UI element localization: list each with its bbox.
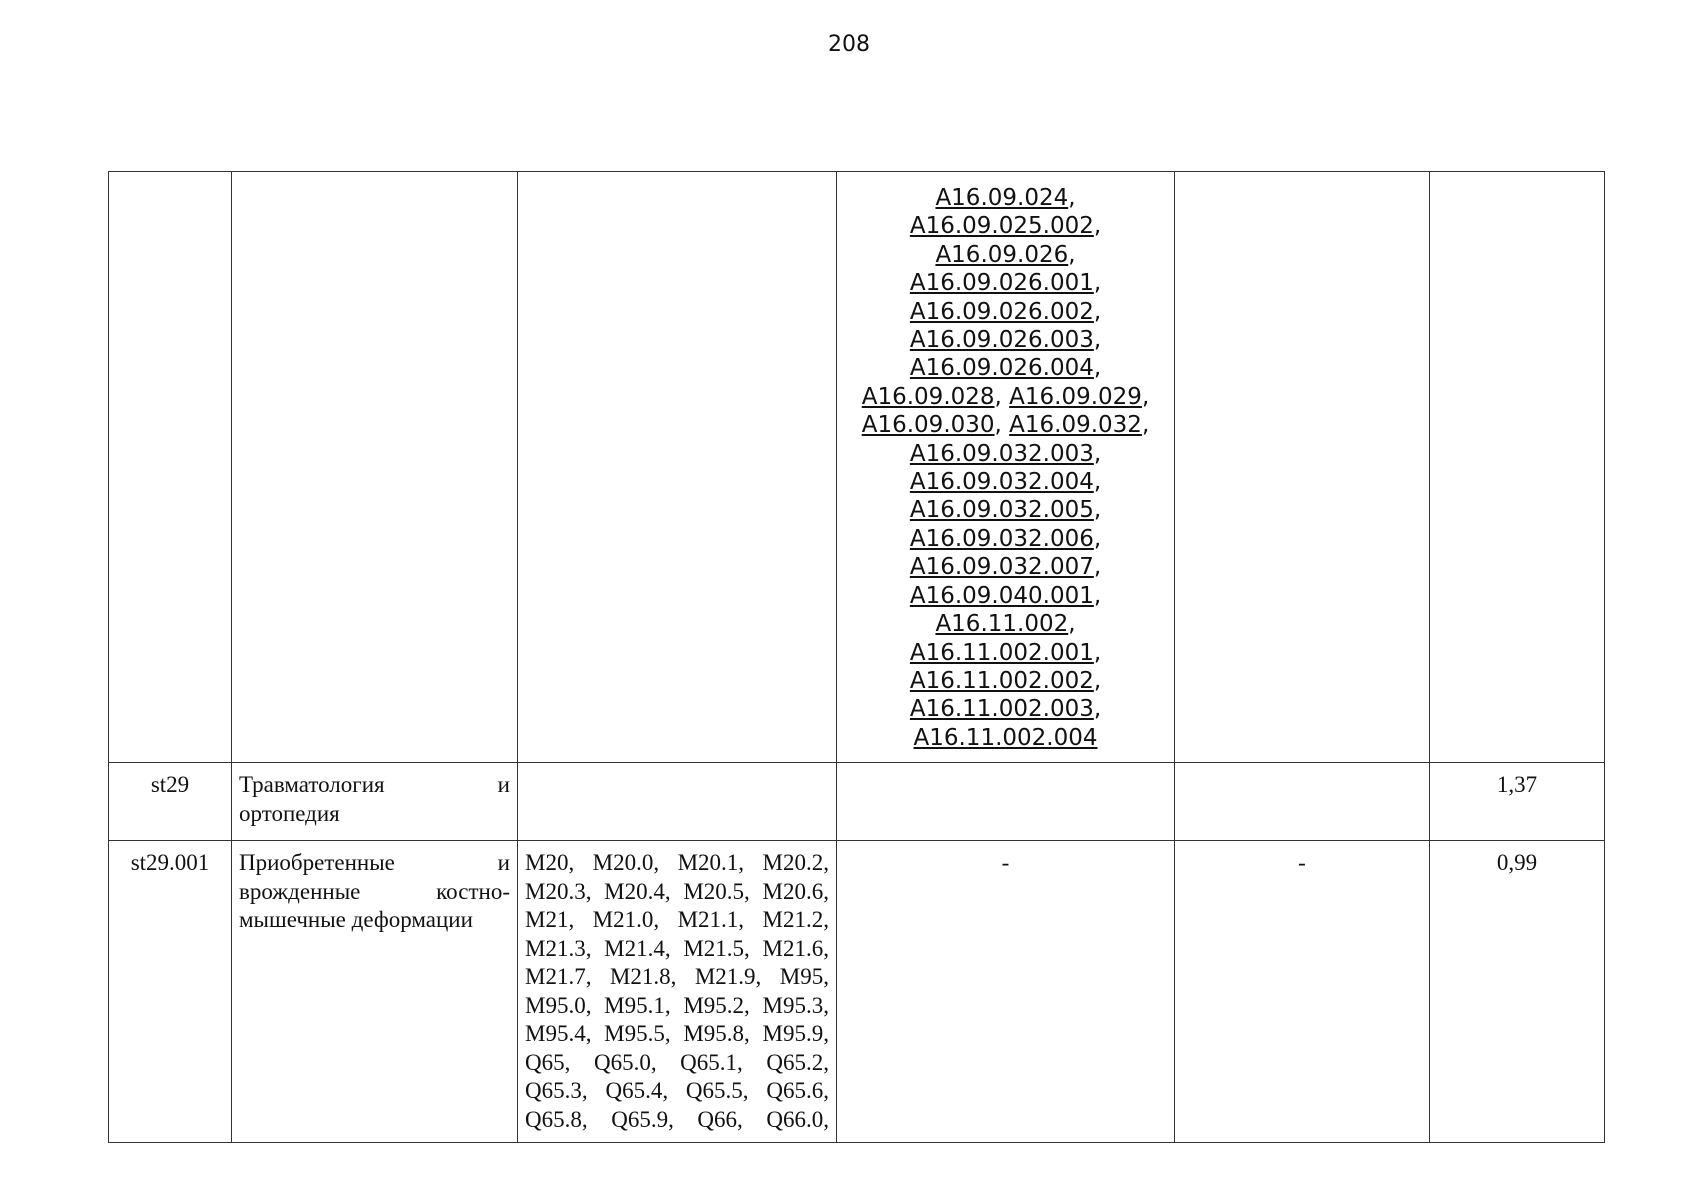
service-code-line [837, 440, 1174, 468]
service-code-line [837, 610, 1174, 638]
code-separator: , [1093, 582, 1102, 609]
cell-icd-codes [518, 841, 837, 1143]
service-code-line [837, 724, 1174, 752]
code-separator: , [1093, 469, 1102, 496]
service-code-link[interactable]: A16.11.002 [935, 611, 1069, 638]
cell-service-codes [837, 172, 1175, 763]
service-code-line [837, 667, 1174, 695]
service-code-line [837, 468, 1174, 496]
cell-code [109, 841, 232, 1143]
icd-line: M95.0, M95.1, M95.2, M95.3, [525, 992, 829, 1018]
cell-coefficient [1430, 763, 1605, 841]
service-code-link[interactable]: A16.09.026.004 [909, 355, 1094, 382]
group-name-line: Приобретенные и [239, 850, 510, 875]
icd-line: M21, M21.0, M21.1, M21.2, [525, 907, 829, 932]
service-code-link[interactable]: A16.09.032.007 [909, 554, 1094, 581]
tariff-table [108, 171, 1605, 1143]
group-name-line: мышечные деформации [239, 907, 473, 932]
service-code-line [837, 212, 1174, 240]
table-row [109, 763, 1605, 841]
code-separator: , [1093, 497, 1102, 524]
service-code-link[interactable]: A16.11.002.001 [909, 639, 1094, 666]
code-separator: , [1093, 298, 1102, 325]
service-code-link[interactable]: A16.09.032 [1009, 412, 1142, 439]
service-code-line [837, 411, 1174, 439]
code-separator: , [1141, 383, 1150, 410]
cell-name [232, 172, 518, 763]
cell-name [232, 841, 518, 1143]
service-code-link[interactable]: A16.09.026.001 [909, 270, 1094, 297]
extra-criteria-value: - [1298, 850, 1306, 875]
group-name-line: ортопедия [239, 800, 340, 826]
service-code-line [837, 298, 1174, 326]
code-separator: , [1093, 525, 1102, 552]
code-separator: , [1093, 213, 1102, 240]
cell-service-codes [837, 763, 1175, 841]
code-separator: , [1068, 185, 1076, 211]
service-code-line [837, 553, 1174, 581]
service-code-link[interactable]: A16.11.002.002 [909, 667, 1094, 694]
group-name [232, 841, 517, 935]
cell-code [109, 172, 232, 763]
code-separator: , [1093, 639, 1102, 666]
icd-line: Q65, Q65.0, Q65.1, Q65.2, [525, 1049, 829, 1075]
table-row [109, 172, 1605, 763]
code-separator: , [1141, 412, 1150, 439]
group-code: st29.001 [130, 850, 210, 875]
service-code-link[interactable]: A16.09.026 [935, 241, 1069, 268]
service-code-line [837, 695, 1174, 723]
service-code-line [837, 582, 1174, 610]
group-name-line: врожденные костно- [239, 878, 510, 904]
coefficient-value: 0,99 [1496, 850, 1538, 875]
group-name [232, 763, 517, 828]
service-codes-value: - [1001, 850, 1010, 875]
cell-coefficient [1430, 841, 1605, 1143]
service-code-line [837, 496, 1174, 524]
cell-service-codes [837, 841, 1175, 1143]
service-code-link[interactable]: A16.09.030 [861, 412, 995, 439]
service-code-line [837, 184, 1174, 212]
page-number: 208 [828, 32, 870, 57]
service-code-line [837, 241, 1174, 269]
cell-extra-criteria [1175, 172, 1430, 763]
service-code-line [837, 354, 1174, 382]
service-code-link[interactable]: A16.09.040.001 [909, 582, 1094, 609]
icd-line: M21.7, M21.8, M21.9, M95, [525, 964, 829, 989]
service-code-link[interactable]: A16.09.032.005 [909, 497, 1094, 524]
cell-icd-codes [518, 763, 837, 841]
service-code-list [837, 172, 1174, 752]
cell-code [109, 763, 232, 841]
service-code-line [837, 383, 1174, 411]
icd-line: M20, M20.0, M20.1, M20.2, [525, 850, 829, 875]
service-code-link[interactable]: A16.09.029 [1009, 383, 1142, 410]
service-code-link[interactable]: A16.09.025.002 [909, 213, 1094, 240]
service-code-line [837, 269, 1174, 297]
cell-coefficient [1430, 172, 1605, 763]
cell-extra-criteria [1175, 763, 1430, 841]
group-name-line: Травматология и [239, 772, 510, 797]
service-code-line [837, 639, 1174, 667]
service-code-link[interactable]: A16.11.002.003 [909, 696, 1094, 723]
service-code-line [837, 326, 1174, 354]
service-code-link[interactable]: A16.09.028 [861, 383, 995, 410]
service-code-link[interactable]: A16.09.032.006 [909, 525, 1094, 552]
code-separator: , [1093, 270, 1102, 297]
code-separator: , [1068, 241, 1076, 268]
service-code-link[interactable]: A16.09.032.004 [909, 469, 1094, 496]
group-code: st29 [150, 772, 190, 797]
service-code-line [837, 525, 1174, 553]
code-separator: , [994, 412, 1010, 439]
coefficient-value: 1,37 [1496, 772, 1538, 797]
icd-line: M21.3, M21.4, M21.5, M21.6, [525, 935, 829, 961]
code-separator: , [1093, 696, 1102, 723]
icd-line: Q65.3, Q65.4, Q65.5, Q65.6, [525, 1078, 829, 1103]
cell-extra-criteria [1175, 841, 1430, 1143]
code-separator: , [1093, 355, 1102, 382]
table-row [109, 841, 1605, 1143]
code-separator: , [1068, 611, 1076, 638]
code-separator: , [994, 383, 1010, 410]
code-separator: , [1093, 327, 1102, 354]
icd-line: Q65.8, Q65.9, Q66, Q66.0, [525, 1106, 829, 1132]
code-separator: , [1093, 554, 1102, 581]
service-code-link[interactable]: A16.09.026.002 [909, 298, 1094, 325]
service-code-link[interactable]: A16.09.032.003 [909, 440, 1094, 467]
icd-line: M20.3, M20.4, M20.5, M20.6, [525, 878, 829, 904]
code-separator: , [1093, 667, 1102, 694]
icd-code-list [518, 841, 836, 1134]
icd-line: M95.4, M95.5, M95.8, M95.9, [525, 1021, 829, 1046]
cell-name [232, 763, 518, 841]
code-separator: , [1093, 440, 1102, 467]
service-code-link[interactable]: A16.11.002.004 [913, 724, 1098, 751]
service-code-link[interactable]: A16.09.026.003 [909, 327, 1094, 354]
cell-icd-codes [518, 172, 837, 763]
service-code-link[interactable]: A16.09.024 [935, 185, 1069, 211]
